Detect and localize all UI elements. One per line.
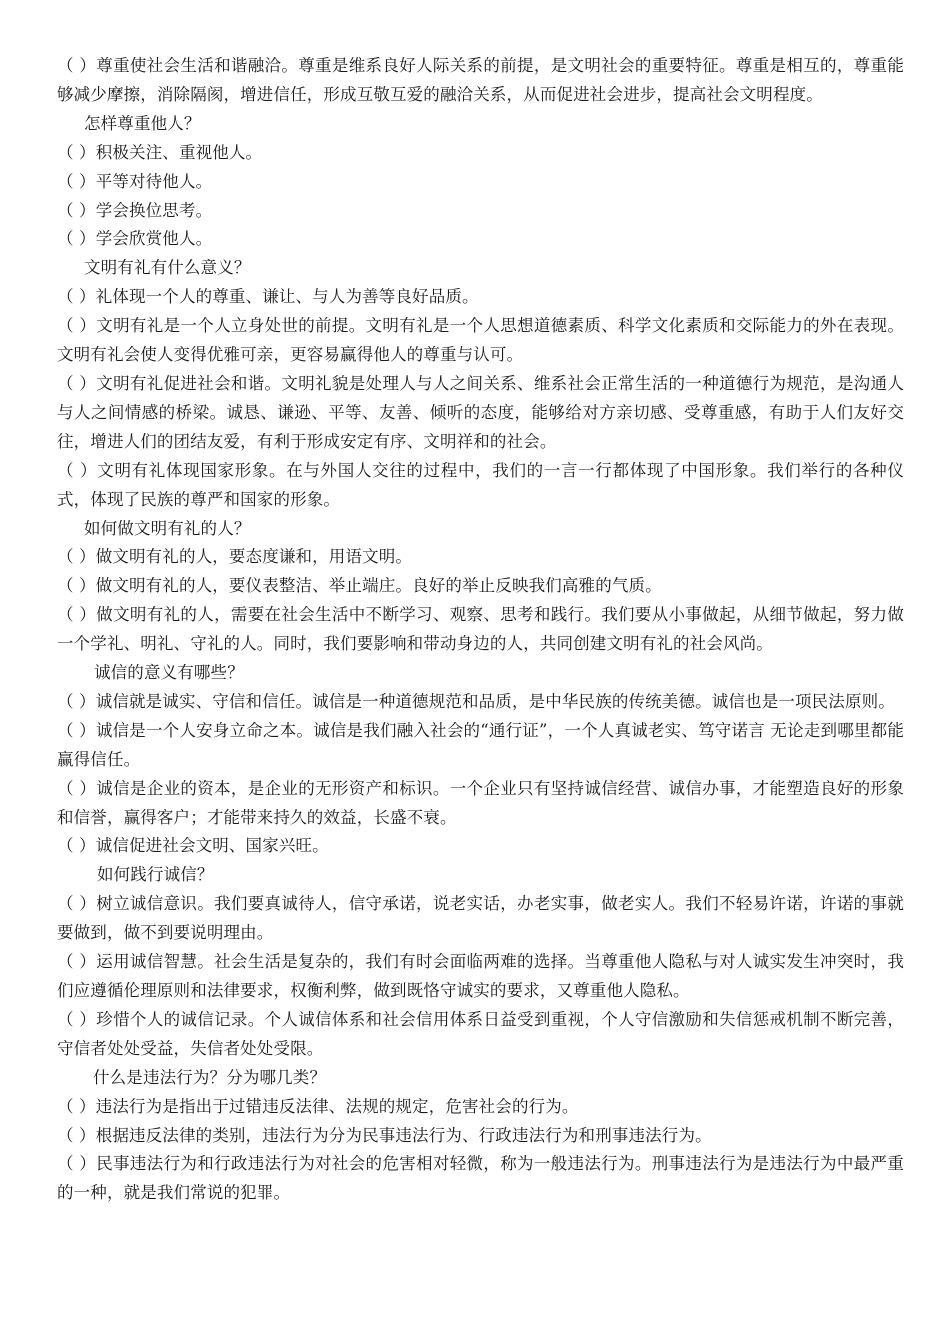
answer-paragraph: （ ）珍惜个人的诚信记录。个人诚信体系和社会信用体系日益受到重视，个人守信激励和失信惩戒机制不断完善，守信者处处受益，失信者处处受限。 bbox=[57, 1009, 904, 1058]
answer-paragraph: （ ）违法行为是指出于过错违反法律、法规的规定，危害社会的行为。 bbox=[57, 1096, 579, 1116]
answer-paragraph: （ ）运用诚信智慧。社会生活是复杂的，我们有时会面临两难的选择。当尊重他人隐私与对人诚实发生冲突时，我们应遵循伦理原则和法律要求，权衡利弊，做到既恪守诚实的要求，又尊重他人隐私。 bbox=[57, 952, 904, 1000]
answer-paragraph: （ ）文明有礼体现国家形象。在与外国人交往的过程中，我们的一言一行都体现了中国形象。我们举行的各种仪式，体现了民族的尊严和国家的形象。 bbox=[57, 460, 904, 509]
answer-paragraph: （ ）诚信就是诚实、守信和信任。诚信是一种道德规范和品质，是中华民族的传统美德。诚信也是一项民法原则。 bbox=[57, 691, 895, 711]
question-heading: 如何做文明有礼的人？ bbox=[84, 518, 251, 538]
question-heading: 如何践行诚信？ bbox=[97, 865, 214, 885]
answer-paragraph: （ ）做文明有礼的人，需要在社会生活中不断学习、观察、思考和践行。我们要从小事做起，从细节做起，努力做一个学礼、明礼、守礼的人。同时，我们要影响和带动身边的人，共同创建文明有礼的社会风尚。 bbox=[57, 605, 904, 654]
answer-paragraph: （ ）平等对待他人。 bbox=[57, 171, 213, 191]
question-heading: 怎样尊重他人？ bbox=[84, 113, 201, 133]
answer-paragraph: （ ）树立诚信意识。我们要真诚待人，信守承诺，说老实话，办老实事，做老实人。我们不轻易许诺，许诺的事就要做到，做不到要说明理由。 bbox=[57, 894, 904, 943]
answer-paragraph: （ ）文明有礼是一个人立身处世的前提。文明有礼是一个人思想道德素质、科学文化素质和交际能力的外在表现。文明有礼会使人变得优雅可亲，更容易赢得他人的尊重与认可。 bbox=[57, 316, 904, 365]
answer-paragraph: （ ）民事违法行为和行政违法行为对社会的危害相对轻微，称为一般违法行为。刑事违法行为是违法行为中最严重的一种，就是我们常说的犯罪。 bbox=[57, 1154, 904, 1203]
question-heading: 诚信的意义有哪些？ bbox=[94, 663, 244, 683]
question-heading: 文明有礼有什么意义？ bbox=[84, 258, 251, 278]
answer-paragraph: （ ）做文明有礼的人，要仪表整洁、举止端庄。良好的举止反映我们高雅的气质。 bbox=[57, 576, 662, 596]
answer-paragraph: （ ）诚信是一个人安身立命之本。诚信是我们融入社会的“通行证”，一个人真诚老实、笃守诺言 无论走到哪里都能赢得信任。 bbox=[57, 720, 904, 769]
answer-paragraph: （ ）积极关注、重视他人。 bbox=[57, 142, 263, 162]
answer-paragraph: （ ）根据违反法律的类别，违法行为分为民事违法行为、行政违法行为和刑事违法行为。 bbox=[57, 1125, 712, 1145]
answer-paragraph: （ ）礼体现一个人的尊重、谦让、与人为善等良好品质。 bbox=[57, 287, 479, 307]
answer-paragraph: （ ）学会换位思考。 bbox=[57, 200, 213, 220]
answer-paragraph: （ ）诚信促进社会文明、国家兴旺。 bbox=[57, 836, 329, 856]
answer-paragraph: （ ）诚信是企业的资本，是企业的无形资产和标识。一个企业只有坚持诚信经营、诚信办事，才能塑造良好的形象和信誉，赢得客户；才能带来持久的效益，长盛不衰。 bbox=[57, 778, 904, 827]
answer-paragraph: （ ）文明有礼促进社会和谐。文明礼貌是处理人与人之间关系、维系社会正常生活的一种道德行为规范，是沟通人与人之间情感的桥梁。诚恳、谦逊、平等、友善、倾听的态度，能够给对方亲切感、受尊重感，有助于人们友好交往，增进人们的团结友爱，有利于形成安定有序、文明祥和的社会。 bbox=[57, 373, 904, 451]
answer-paragraph: （ ）做文明有礼的人，要态度谦和，用语文明。 bbox=[57, 547, 413, 567]
answer-paragraph: （ ）学会欣赏他人。 bbox=[57, 229, 213, 249]
question-heading: 什么是违法行为？分为哪几类？ bbox=[93, 1067, 327, 1087]
answer-paragraph: （ ）尊重使社会生活和谐融洽。尊重是维系良好人际关系的前提，是文明社会的重要特征。尊重是相互的，尊重能够减少摩擦，消除隔阂，增进信任，形成互敬互爱的融洽关系，从而促进社会进步，提高社会文明程度。 bbox=[57, 56, 904, 104]
